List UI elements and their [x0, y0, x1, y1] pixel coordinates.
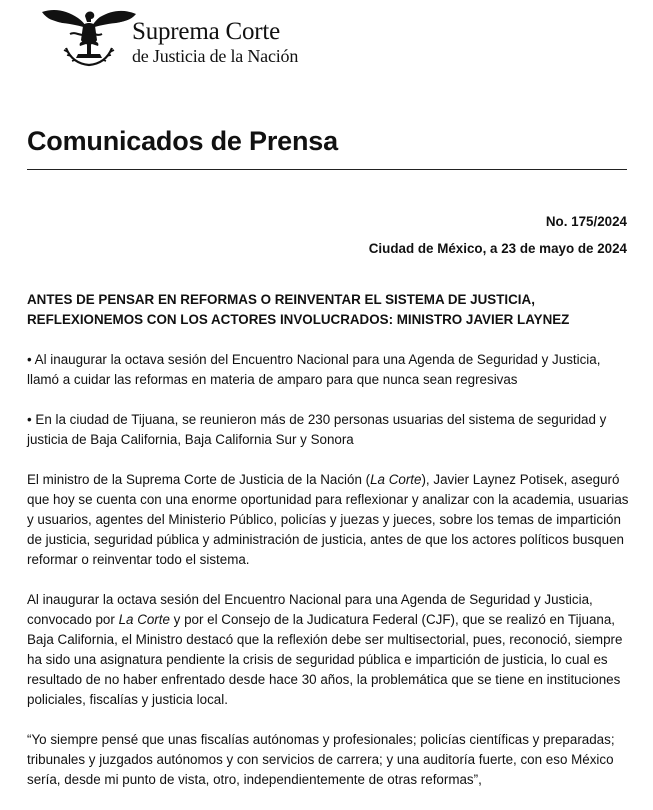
title-divider: [27, 169, 627, 170]
la-corte-italic: La Corte: [118, 612, 170, 627]
site-header: [40, 4, 340, 70]
eagle-emblem-icon: [40, 4, 138, 68]
article-paragraph-2: [27, 590, 631, 710]
article-headline: ANTES DE PENSAR EN REFORMAS O REINVENTAR EL SISTEMA DE JUSTICIA, REFLEXIONEMOS CON LOS ACTORES INVOLUCRADOS: MINISTRO JAVIER LAYNEZ: [27, 292, 570, 327]
release-date: Ciudad de México, a 23 de mayo de 2024: [368, 241, 627, 256]
summary-bullet-2: • En la ciudad de Tijuana, se reunieron más de 230 personas usuarias del sistema de seguridad y justicia de Baja California, Baja California Sur y Sonora: [27, 412, 607, 447]
brand-line1: Suprema Corte: [132, 18, 281, 45]
summary-bullet-1: • Al inaugurar la octava sesión del Encuentro Nacional para una Agenda de Seguridad y Justicia, llamó a cuidar las reformas en materia de amparo para que nunca sean regresivas: [27, 352, 601, 387]
release-number: No. 175/2024: [545, 214, 627, 229]
brand-name: [132, 18, 298, 66]
la-corte-italic: La Corte: [370, 472, 422, 487]
page-title: Comunicados de Prensa: [27, 126, 338, 156]
article-paragraph-3: “Yo siempre pensé que unas fiscalías autónomas y profesionales; policías científicas y preparadas; tribunales y juzgados autónomos y con servicios de carrera; y una auditoría fuerte, con eso México sería, desde mi punto de vista, otro, independientemente de otras reformas”,: [27, 732, 615, 787]
paragraph-1-text-b: ), Javier Laynez Potisek, aseguró que hoy se cuenta con una enorme oportunidad para reflexionar y analizar con la academia, usuarias y usuarios, agentes del Ministerio Público, policías y juezas y jueces, sobre los temas de impartición de justicia, seguridad pública y administración de justicia, antes de que los actores políticos busquen reformar o reinventar todo el sistema.: [27, 472, 629, 567]
article-body: [27, 290, 631, 810]
brand-line2: de Justicia de la Nación: [132, 46, 299, 66]
paragraph-2-text-b: y por el Consejo de la Judicatura Federal (CJF), que se realizó en Tijuana, Baja California, el Ministro destacó que la reflexión debe ser multisectorial, pues, reconoció, siempre ha sido una asignatura pendiente la crisis de seguridad pública e impartición de justicia, lo cual es resultado de no haber enfrentado desde hace 30 años, la problemática que se tiene en instituciones policiales, fiscalías y justicia local.: [27, 612, 623, 707]
paragraph-1-text-a: El ministro de la Suprema Corte de Justicia de la Nación (: [27, 472, 371, 487]
article-paragraph-1: [27, 470, 631, 570]
paragraph-2-text-a: Al inaugurar la octava sesión del Encuentro Nacional para una Agenda de Seguridad y Justicia, convocado por: [27, 592, 593, 627]
